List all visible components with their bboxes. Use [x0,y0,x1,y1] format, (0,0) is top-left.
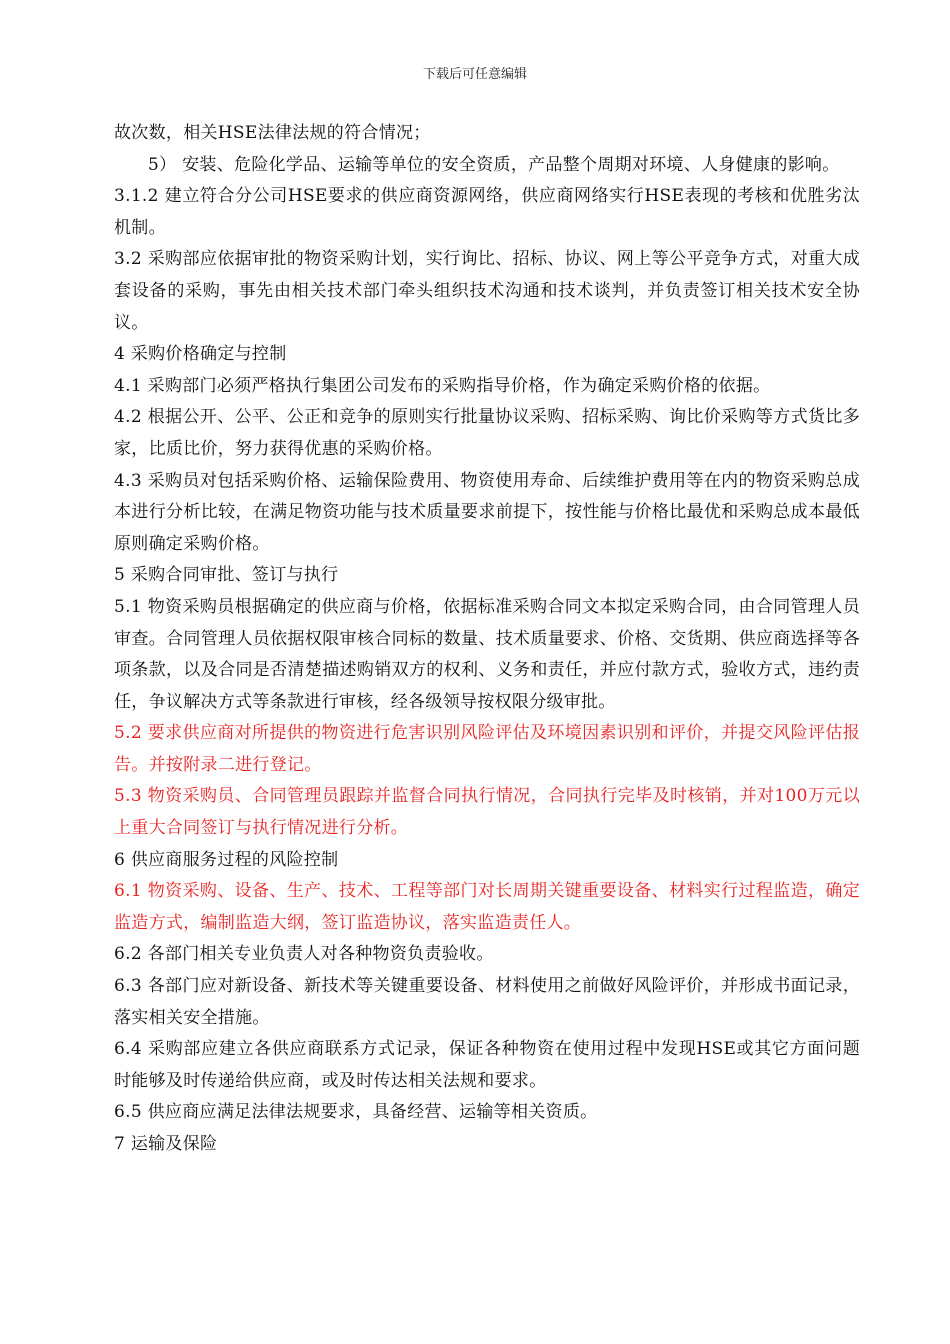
paragraph: 4.3 采购员对包括采购价格、运输保险费用、物资使用寿命、后续维护费用等在内的物资采购总成本进行分析比较，在满足物资功能与技术质量要求前提下，按性能与价格比最优和采购总成本最低原则确定采购价格。 [114,470,860,554]
paragraph: 6.5 供应商应满足法律法规要求，具备经营、运输等相关资质。 [114,1102,598,1123]
highlighted-paragraph: 5.2 要求供应商对所提供的物资进行危害识别风险评估及环境因素识别和评价，并提交风险评估报告。并按附录二进行登记。 [114,723,860,775]
paragraph: 故次数，相关HSE法律法规的符合情况； [114,123,431,143]
paragraph: 6.2 各部门相关专业负责人对各种物资负责验收。 [114,944,494,965]
section-heading: 7 运输及保险 [114,1134,218,1154]
paragraph: 5） 安装、危险化学品、运输等单位的安全资质，产品整个周期对环境、人身健康的影响。 [148,154,840,175]
page-header: 下载后可任意编辑 [422,67,527,82]
paragraph: 6.3 各部门应对新设备、新技术等关键重要设备、材料使用之前做好风险评价，并形成书面记录，落实相关安全措施。 [114,976,860,1028]
paragraph: 4.1 采购部门必须严格执行集团公司发布的采购指导价格，作为确定采购价格的依据。 [114,375,771,396]
section-heading: 4 采购价格确定与控制 [114,344,287,365]
highlighted-paragraph: 6.1 物资采购、设备、生产、技术、工程等部门对长周期关键重要设备、材料实行过程监造，确定监造方式，编制监造大纲，签订监造协议，落实监造责任人。 [114,881,860,933]
section-heading: 6 供应商服务过程的风险控制 [114,849,339,870]
section-heading: 5 采购合同审批、签订与执行 [114,565,339,586]
paragraph: 3.1.2 建立符合分公司HSE要求的供应商资源网络，供应商网络实行HSE表现的考核和优胜劣汰机制。 [114,186,860,238]
highlighted-paragraph: 5.3 物资采购员、合同管理员跟踪并监督合同执行情况，合同执行完毕及时核销，并对100万元以上重大合同签订与执行情况进行分析。 [114,786,860,839]
paragraph: 3.2 采购部应依据审批的物资采购计划，实行询比、招标、协议、网上等公平竞争方式，对重大成套设备的采购，事先由相关技术部门牵头组织技术沟通和技术谈判，并负责签订相关技术安全协议。 [114,249,860,333]
paragraph: 6.4 采购部应建立各供应商联系方式记录，保证各种物资在使用过程中发现HSE或其它方面问题时能够及时传递给供应商，或及时传达相关法规和要求。 [114,1039,860,1091]
document-body [114,118,860,1161]
paragraph: 5.1 物资采购员根据确定的供应商与价格，依据标准采购合同文本拟定采购合同，由合同管理人员审查。合同管理人员依据权限审核合同标的数量、技术质量要求、价格、交货期、供应商选择等各项条款，以及合同是否清楚描述购销双方的权利、义务和责任，并应付款方式，验收方式，违约责任，争议解决方式等条款进行审核，经各级领导按权限分级审批。 [114,596,860,712]
paragraph: 4.2 根据公开、公平、公正和竞争的原则实行批量协议采购、招标采购、询比价采购等方式货比多家，比质比价，努力获得优惠的采购价格。 [114,407,860,459]
